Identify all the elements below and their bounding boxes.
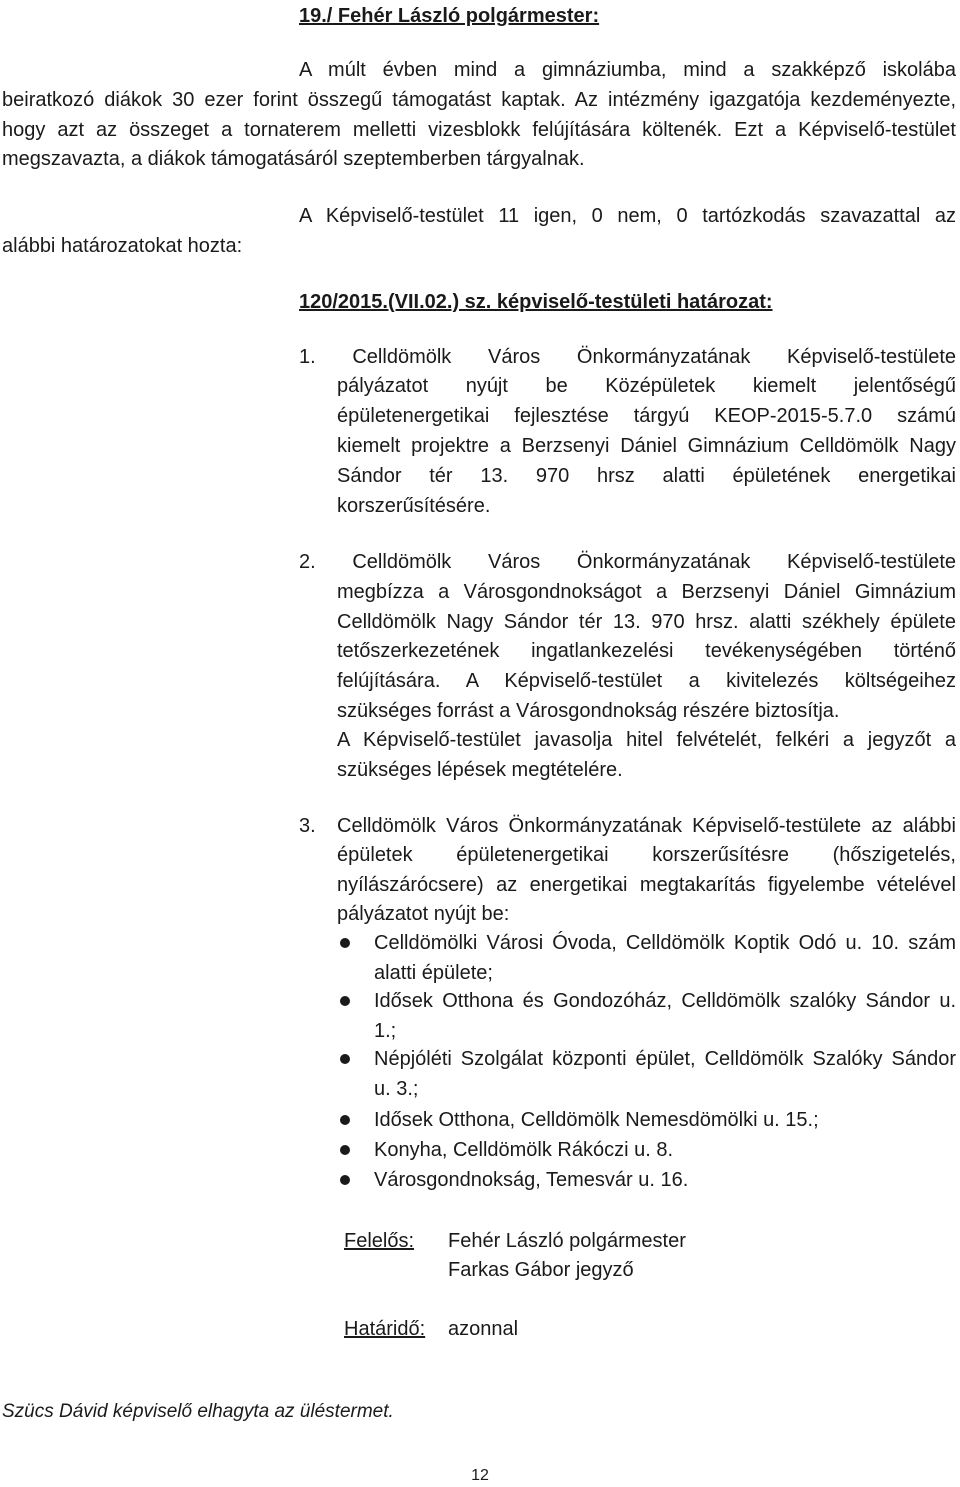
intro-line-3: hogy azt az összeget a tornaterem melletti vizesblokk felújítására költenék. Ezt a Képviselő-testület: [2, 119, 956, 141]
item2-line-4: tetőszerkezetének ingatlankezelési tevékenységében történő: [337, 640, 956, 662]
bullet-text-line-2: alatti épülete;: [374, 962, 493, 984]
responsible-name-2: Farkas Gábor jegyző: [448, 1259, 634, 1281]
bullet-icon: [340, 1115, 350, 1125]
item1-line-5: Sándor tér 13. 970 hrsz alatti épületének energetikai: [337, 465, 956, 487]
item2-line-3: Celldömölk Nagy Sándor tér 13. 970 hrsz. alatti székhely épülete: [337, 611, 956, 633]
departure-note: Szücs Dávid képviselő elhagyta az üléstermet.: [2, 1401, 394, 1422]
bullet-icon: [340, 1145, 350, 1155]
item2-line-1: 2. Celldömölk Város Önkormányzatának Képviselő-testülete: [299, 551, 956, 573]
intro-line-4: megszavazta, a diákok támogatásáról szeptemberben tárgyalnak.: [2, 148, 585, 170]
responsible-name-1: Fehér László polgármester: [448, 1230, 686, 1252]
item3-line-2: épületek épületenergetikai korszerűsítésre (hőszigetelés,: [337, 844, 956, 866]
item2-line-6: szükséges forrást a Városgondnokság részére biztosítja.: [337, 700, 840, 722]
item1-line-6: korszerűsítésére.: [337, 495, 491, 517]
page-number: 12: [471, 1467, 489, 1484]
item1-line-4: kiemelt projektre a Berzsenyi Dániel Gimnázium Celldömölk Nagy: [337, 435, 956, 457]
vote-line-2: alábbi határozatokat hozta:: [2, 235, 243, 257]
item2-line-2: megbízza a Városgondnokságot a Berzsenyi Dániel Gimnázium: [337, 581, 956, 603]
bullet-icon: [340, 1175, 350, 1185]
item2-line-5: felújítására. A Képviselő-testület a kivitelezés költségeihez: [337, 670, 956, 692]
item1-line-1: 1. Celldömölk Város Önkormányzatának Képviselő-testülete: [299, 346, 956, 368]
item1-line-2: pályázatot nyújt be Középületek kiemelt jelentőségű: [337, 375, 956, 397]
bullet-icon: [340, 1054, 350, 1064]
deadline-label: Határidő:: [344, 1318, 426, 1340]
item3-line-4: pályázatot nyújt be:: [337, 903, 510, 925]
resolution-title: 120/2015.(VII.02.) sz. képviselő-testületi határozat:: [299, 291, 773, 313]
item2-line-7: A Képviselő-testület javasolja hitel felvételét, felkéri a jegyzőt a: [337, 729, 956, 751]
bullet-text-line-1: Népjóléti Szolgálat központi épület, Celldömölk Szalóky Sándor: [374, 1048, 956, 1070]
bullet-text-line-1: Konyha, Celldömölk Rákóczi u. 8.: [374, 1139, 674, 1161]
item1-line-3: épületenergetikai fejlesztése tárgyú KEOP-2015-5.7.0 számú: [337, 405, 956, 427]
bullet-text-line-2: u. 3.;: [374, 1078, 419, 1100]
item2-line-8: szükséges lépések megtételére.: [337, 759, 623, 781]
bullet-text-line-1: Idősek Otthona és Gondozóház, Celldömölk szalóky Sándor u.: [374, 990, 956, 1012]
item3-number: 3.: [299, 815, 316, 837]
bullet-text-line-1: Celldömölki Városi Óvoda, Celldömölk Koptik Odó u. 10. szám: [374, 932, 956, 954]
intro-line-1: A múlt évben mind a gimnáziumba, mind a szakképző iskolába: [299, 59, 956, 81]
intro-line-2: beiratkozó diákok 30 ezer forint összegű támogatást kaptak. Az intézmény igazgatója kezdeményezte,: [2, 89, 956, 111]
bullet-text-line-2: 1.;: [374, 1020, 397, 1042]
bullet-icon: [340, 996, 350, 1006]
bullet-text-line-1: Idősek Otthona, Celldömölk Nemesdömölki u. 15.;: [374, 1109, 819, 1131]
item3-line-1: Celldömölk Város Önkormányzatának Képviselő-testülete az alábbi: [337, 815, 956, 837]
responsible-label: Felelős:: [344, 1230, 415, 1252]
vote-line-1: A Képviselő-testület 11 igen, 0 nem, 0 tartózkodás szavazattal az: [299, 205, 956, 227]
section-title: 19./ Fehér László polgármester:: [299, 5, 600, 27]
bullet-text-line-1: Városgondnokság, Temesvár u. 16.: [374, 1169, 689, 1191]
item3-line-3: nyílászárócsere) az energetikai megtakarítás figyelembe vételével: [337, 874, 956, 896]
deadline-value: azonnal: [448, 1318, 519, 1340]
bullet-icon: [340, 938, 350, 948]
